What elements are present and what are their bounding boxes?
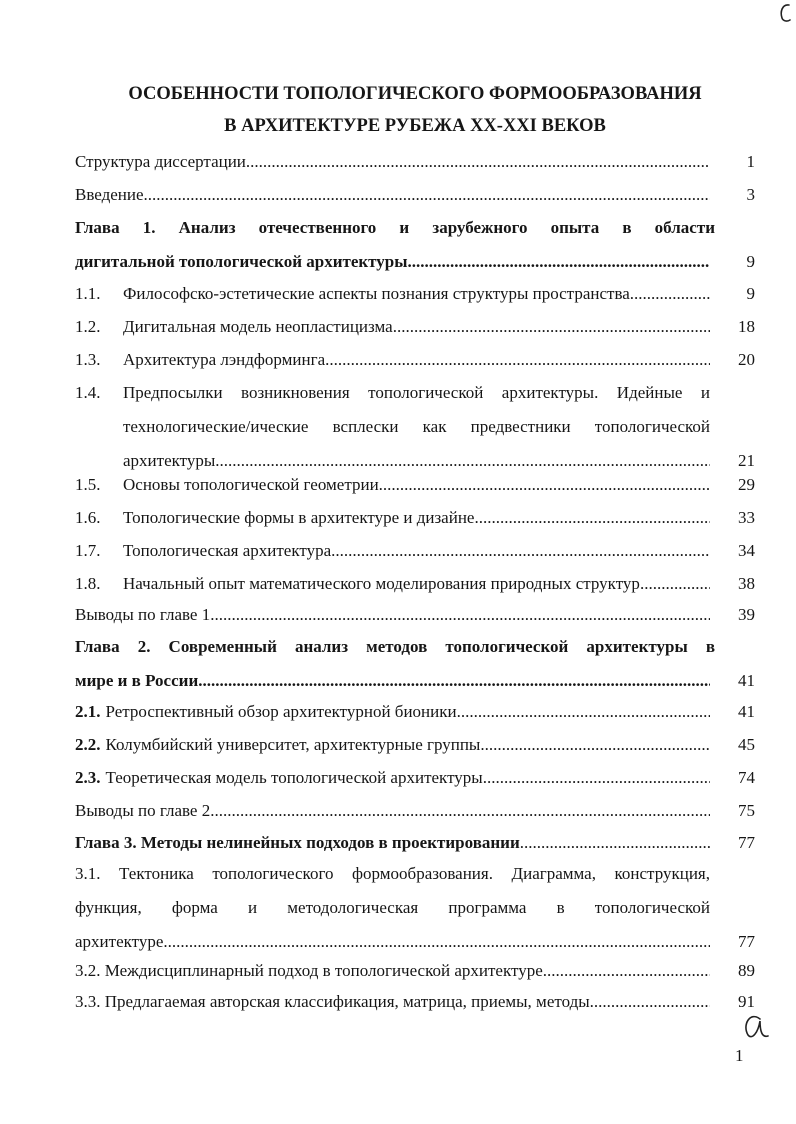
- toc-section-2-2: [75, 728, 755, 762]
- toc-page: 38: [738, 574, 755, 593]
- section-1-4-line-3: архитектуры: [123, 451, 216, 470]
- toc-text: Начальный опыт математического моделирования природных структур: [123, 574, 640, 593]
- leader-dots: [210, 799, 710, 823]
- toc-text: Дигитальная модель неопластицизма: [123, 317, 393, 336]
- section-number: 1.8.: [75, 574, 101, 593]
- leader-dots: [198, 669, 710, 693]
- toc-chapter-2: [75, 630, 755, 698]
- toc-text: 3.3. Предлагаемая авторская классификация, матрица, приемы, методы: [75, 992, 590, 1011]
- toc-page: 75: [738, 801, 755, 820]
- toc-section-1-2: [75, 310, 755, 344]
- chapter-1-title-line-2: дигитальной топологической архитектуры: [75, 252, 408, 271]
- toc-section-3-3: [75, 985, 755, 1019]
- toc-page: 34: [738, 541, 755, 560]
- section-number: 1.7.: [75, 541, 101, 560]
- toc-page: 77: [738, 833, 755, 852]
- document-title-line-1: ОСОБЕННОСТИ ТОПОЛОГИЧЕСКОГО ФОРМООБРАЗОВАНИЯ: [128, 84, 702, 104]
- leader-dots: [325, 348, 710, 372]
- section-3-1-line-3: архитектуре: [75, 932, 164, 951]
- toc-chapter-1: [75, 211, 755, 279]
- toc-section-1-6: [75, 501, 755, 535]
- section-number: 2.2.: [75, 735, 101, 754]
- toc-page: 33: [738, 508, 755, 527]
- toc-conclusion-1: [75, 598, 755, 632]
- document-title-line-2: В АРХИТЕКТУРЕ РУБЕЖА XX-XXI ВЕКОВ: [224, 116, 606, 136]
- toc-section-2-1: [75, 695, 755, 729]
- section-number: 1.4.: [75, 383, 101, 402]
- toc-section-1-1: [75, 277, 755, 311]
- chapter-2-title-line-2: мире и в России: [75, 671, 199, 690]
- leader-dots: [590, 990, 710, 1014]
- toc-page: 39: [738, 605, 755, 624]
- toc-section-1-4: [75, 376, 755, 478]
- toc-page: 18: [738, 317, 755, 336]
- section-number: 2.1.: [75, 702, 101, 721]
- toc-text: Теоретическая модель топологической архитектуры: [105, 768, 483, 787]
- toc-text: Ретроспективный обзор архитектурной бионики: [105, 702, 457, 721]
- leader-dots: [457, 700, 710, 724]
- toc-page: 20: [738, 350, 755, 369]
- toc-section-3-2: [75, 954, 755, 988]
- leader-dots: [640, 572, 710, 596]
- handwritten-letter-mark: [740, 1005, 770, 1045]
- toc-page: 89: [738, 961, 755, 980]
- toc-section-1-3: [75, 343, 755, 377]
- toc-text: 3.2. Междисциплинарный подход в топологической архитектуре: [75, 961, 543, 980]
- leader-dots: [246, 150, 710, 174]
- toc-text: Выводы по главе 1: [75, 605, 211, 624]
- toc-entry-introduction: [75, 178, 755, 212]
- section-number: 1.3.: [75, 350, 101, 369]
- page-number: 1: [735, 1046, 744, 1065]
- section-number: 1.5.: [75, 475, 101, 494]
- section-number: 2.3.: [75, 768, 101, 787]
- toc-page: 74: [738, 768, 755, 787]
- leader-dots: [480, 733, 710, 757]
- toc-text: Структура диссертации: [75, 152, 246, 171]
- section-3-1-line-2: функция, форма и методологическая программа в топологической: [75, 898, 710, 917]
- toc-conclusion-2: [75, 794, 755, 828]
- toc-page: 3: [746, 185, 755, 204]
- section-number: 1.1.: [75, 284, 101, 303]
- toc-text: Философско-эстетические аспекты познания структуры пространства: [123, 284, 630, 303]
- toc-text: Введение: [75, 185, 144, 204]
- leader-dots: [483, 766, 710, 790]
- toc-page: 91: [738, 992, 755, 1011]
- leader-dots: [379, 473, 710, 497]
- section-1-4-line-2: технологические/ические всплески как предвестники топологической: [123, 417, 710, 436]
- toc-text: Топологическая архитектура: [123, 541, 332, 560]
- toc-chapter-3: [75, 826, 755, 860]
- chapter-1-title-line-1: Глава 1. Анализ отечественного и зарубежного опыта в области: [75, 218, 715, 237]
- toc-page: 29: [738, 475, 755, 494]
- section-number: 1.6.: [75, 508, 101, 527]
- toc-page: 41: [738, 671, 755, 690]
- toc-page: 9: [746, 284, 755, 303]
- toc-page: 41: [738, 702, 755, 721]
- leader-dots: [474, 506, 710, 530]
- handwritten-corner-mark: [778, 2, 792, 24]
- section-1-4-line-1: Предпосылки возникновения топологической архитектуры. Идейные и: [123, 383, 710, 402]
- chapter-3-title: Глава 3. Методы нелинейных подходов в проектировании: [75, 833, 520, 852]
- toc-text: Колумбийский университет, архитектурные группы: [105, 735, 481, 754]
- leader-dots: [331, 539, 710, 563]
- toc-page: 77: [738, 932, 755, 951]
- toc-section-1-8: [75, 567, 755, 601]
- toc-entry-structure: [75, 145, 755, 179]
- section-number: 1.2.: [75, 317, 101, 336]
- toc-page: 45: [738, 735, 755, 754]
- leader-dots: [163, 930, 710, 954]
- section-3-1-line-1: 3.1. Тектоника топологического формообразования. Диаграмма, конструкция,: [75, 864, 710, 883]
- toc-page: 1: [746, 152, 755, 171]
- leader-dots: [520, 831, 710, 855]
- toc-section-2-3: [75, 761, 755, 795]
- toc-text: Выводы по главе 2: [75, 801, 211, 820]
- leader-dots: [393, 315, 710, 339]
- toc-page: 9: [746, 252, 755, 271]
- toc-section-3-1: [75, 857, 755, 959]
- leader-dots: [210, 603, 710, 627]
- leader-dots: [408, 250, 710, 274]
- toc-section-1-7: [75, 534, 755, 568]
- toc-page: 21: [738, 451, 755, 470]
- leader-dots: [630, 282, 710, 306]
- leader-dots: [144, 183, 710, 207]
- toc-text: Основы топологической геометрии: [123, 475, 379, 494]
- leader-dots: [543, 959, 710, 983]
- toc-text: Топологические формы в архитектуре и дизайне: [123, 508, 475, 527]
- toc-text: Архитектура лэндформинга: [123, 350, 326, 369]
- toc-section-1-5: [75, 468, 755, 502]
- chapter-2-title-line-1: Глава 2. Современный анализ методов топологической архитектуры в: [75, 637, 715, 656]
